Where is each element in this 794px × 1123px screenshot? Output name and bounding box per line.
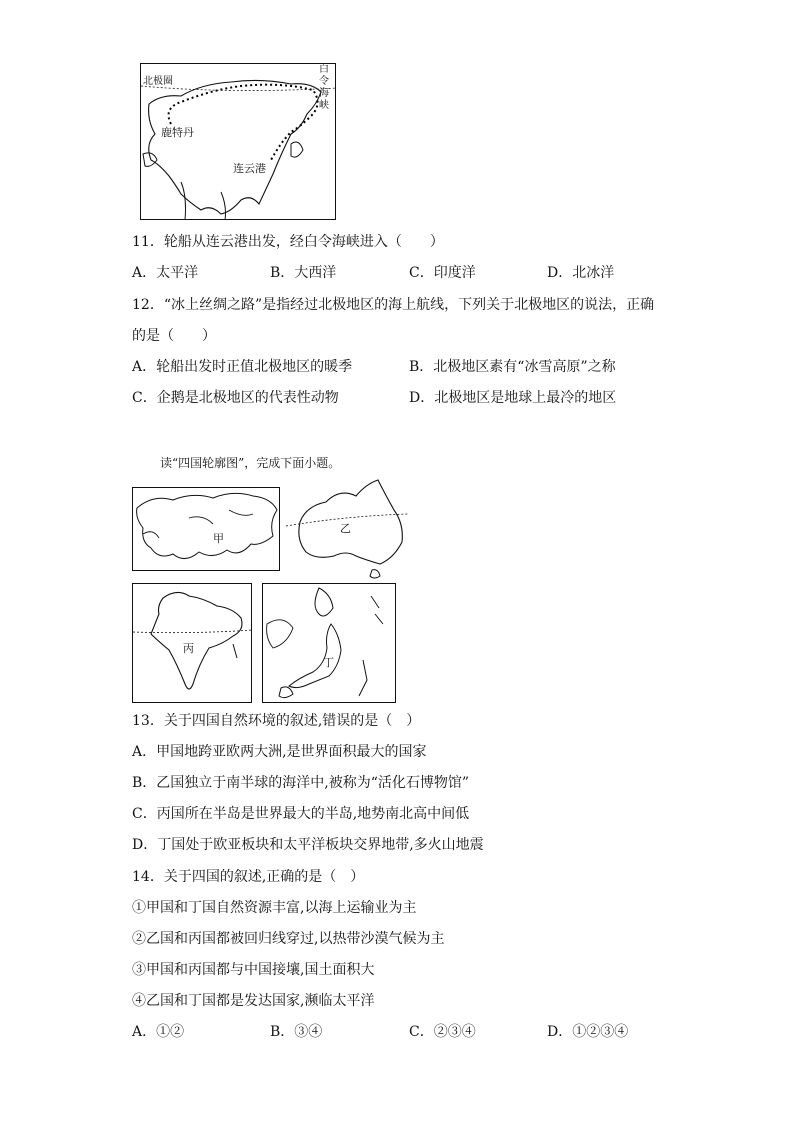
map-ding-drawing <box>263 584 396 703</box>
question-12-stem-line1: 12．“冰上丝绸之路”是指经过北极地区的海上航线，下列关于北极地区的说法，正确 <box>132 297 655 313</box>
q12-option-d[interactable]: D．北极地区是地球上最冷的地区 <box>409 390 617 406</box>
question-12-stem-line2: 的是（ ） <box>132 328 216 344</box>
q14-option-b[interactable]: B．③④ <box>270 1024 323 1040</box>
q11-option-b[interactable]: B．大西洋 <box>270 265 337 281</box>
label-lianyungang: 连云港 <box>233 162 266 175</box>
ice-silk-road-map-drawing <box>141 64 336 220</box>
label-ding: 丁 <box>323 656 334 669</box>
label-rotterdam: 鹿特丹 <box>161 126 194 139</box>
q14-option-a[interactable]: A．①② <box>132 1024 185 1040</box>
ice-silk-road-map <box>140 63 336 220</box>
q14-statement-1: ①甲国和丁国自然资源丰富,以海上运输业为主 <box>132 900 417 916</box>
map-jia-drawing <box>133 488 280 571</box>
label-bing: 丙 <box>183 642 194 655</box>
q13-option-b[interactable]: B．乙国独立于南半球的海洋中,被称为“活化石博物馆” <box>132 775 470 791</box>
question-11-stem: 11．轮船从连云港出发，经白令海峡进入（ ） <box>132 234 444 250</box>
map-country-jia <box>132 487 280 571</box>
map-country-bing <box>132 583 252 703</box>
q12-option-b[interactable]: B．北极地区素有“冰雪高原”之称 <box>409 359 616 375</box>
q11-option-d[interactable]: D．北冰洋 <box>547 265 615 281</box>
question-13-stem: 13．关于四国自然环境的叙述,错误的是（ ） <box>132 713 421 729</box>
q12-option-c[interactable]: C．企鹅是北极地区的代表性动物 <box>132 390 339 406</box>
four-countries-intro: 读“四国轮廓图”，完成下面小题。 <box>160 456 341 470</box>
q14-statement-2: ②乙国和丙国都被回归线穿过,以热带沙漠气候为主 <box>132 931 445 947</box>
q13-option-d[interactable]: D．丁国处于欧亚板块和太平洋板块交界地带,多火山地震 <box>132 837 484 853</box>
q11-option-a[interactable]: A．太平洋 <box>132 265 199 281</box>
label-bering-strait: 白令海峡 <box>319 64 329 111</box>
q14-option-c[interactable]: C．②③④ <box>409 1024 476 1040</box>
map-country-ding <box>262 583 396 703</box>
q14-statement-4: ④乙国和丁国都是发达国家,濒临太平洋 <box>132 993 375 1009</box>
label-arctic-circle: 北极圈 <box>143 76 173 87</box>
label-jia: 甲 <box>213 532 224 545</box>
q11-option-c[interactable]: C．印度洋 <box>409 265 476 281</box>
q14-statement-3: ③甲国和丙国都与中国接壤,国土面积大 <box>132 962 375 978</box>
q13-option-a[interactable]: A．甲国地跨亚欧两大洲,是世界面积最大的国家 <box>132 744 427 760</box>
q13-option-c[interactable]: C．丙国所在半岛是世界最大的半岛,地势南北高中间低 <box>132 806 470 822</box>
q12-option-a[interactable]: A．轮船出发时正值北极地区的暖季 <box>132 359 353 375</box>
question-14-stem: 14．关于四国的叙述,正确的是（ ） <box>132 869 365 885</box>
map-country-yi <box>286 476 408 580</box>
q14-option-d[interactable]: D．①②③④ <box>547 1024 629 1040</box>
label-yi: 乙 <box>340 522 351 535</box>
